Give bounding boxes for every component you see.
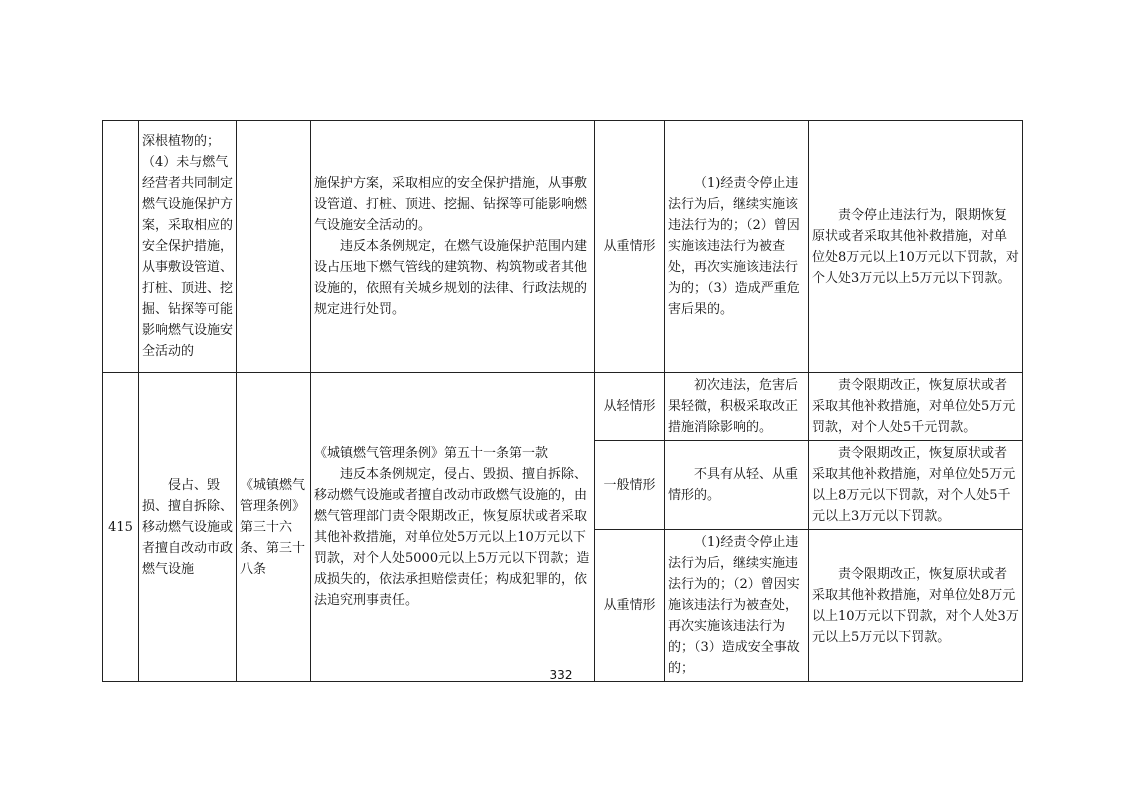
penalty-text: 责令停止违法行为，限期恢复原状或者采取其他补救措施，对单位处8万元以上10万元以下罚款，对个人处3万元以上5万元以下罚款。 — [812, 207, 1019, 286]
law-paragraph: 《城镇燃气管理条例》第五十一条第一款 — [314, 446, 549, 461]
condition-cell — [665, 121, 809, 373]
behavior-text: 侵占、毁损、擅自拆除、移动燃气设施或者擅自改动市政燃气设施 — [142, 477, 234, 577]
condition-text: （1)经责令停止违法行为后，继续实施该违法行为的；（2）曾因实施该违法行为被查处，再次实施该违法行为的；（3）造成严重危害后果的。 — [668, 176, 800, 317]
penalty-cell — [809, 121, 1023, 373]
severity-cell: 从重情形 — [595, 530, 665, 682]
number-cell: 415 — [103, 373, 139, 682]
law-cell — [311, 373, 595, 682]
basis-cell: 《城镇燃气管理条例》第三十六条、第三十八条 — [237, 373, 311, 682]
penalty-cell — [809, 530, 1023, 682]
behavior-cell — [139, 373, 237, 682]
penalty-cell — [809, 373, 1023, 441]
penalty-text: 责令限期改正，恢复原状或者采取其他补救措施，对单位处5万元以上8万元以下罚款，对个人处5千元以上3万元以下罚款。 — [812, 446, 1016, 524]
law-cell — [311, 121, 595, 373]
penalty-table — [102, 120, 1023, 682]
condition-cell — [665, 373, 809, 441]
table-row — [103, 373, 1023, 441]
basis-cell — [237, 121, 311, 373]
law-paragraph: 施保护方案，采取相应的安全保护措施，从事敷设管道、打桩、顶进、挖掘、钻探等可能影响燃气设施安全活动的。 — [314, 176, 588, 233]
law-paragraph: 违反本条例规定，侵占、毁损、擅自拆除、移动燃气设施或者擅自改动市政燃气设施的，由燃气管理部门责令限期改正，恢复原状或者采取其他补救措施，对单位处5万元以上10万元以下罚款，对个人处5000元以上5万元以下罚款；造成损失的，依法承担赔偿责任；构成犯罪的，依法追究刑事责任。 — [314, 467, 590, 608]
condition-text: 初次违法，危害后果轻微，积极采取改正措施消除影响的。 — [668, 378, 799, 435]
law-paragraph: 违反本条例规定，在燃气设施保护范围内建设占压地下燃气管线的建筑物、构筑物或者其他设施的，依照有关城乡规划的法律、行政法规的规定进行处罚。 — [314, 239, 588, 317]
behavior-cell: 深根植物的； （4）未与燃气经营者共同制定燃气设施保护方案，采取相应的安全保护措施，从事敷设管道、打桩、顶进、挖掘、钻探等可能影响燃气设施安全活动的 — [139, 121, 237, 373]
penalty-text: 责令限期改正，恢复原状或者采取其他补救措施，对单位处8万元以上10万元以下罚款，对个人处3万元以上5万元以下罚款。 — [812, 566, 1019, 645]
penalty-text: 责令限期改正，恢复原状或者采取其他补救措施，对单位处5万元罚款，对个人处5千元罚款。 — [812, 378, 1016, 435]
condition-cell — [665, 441, 809, 530]
condition-text: 不具有从轻、从重情形的。 — [668, 467, 799, 503]
page-number: 332 — [549, 668, 573, 682]
penalty-cell — [809, 441, 1023, 530]
table-row — [103, 121, 1023, 373]
condition-cell — [665, 530, 809, 682]
severity-cell: 一般情形 — [595, 441, 665, 530]
severity-cell: 从重情形 — [595, 121, 665, 373]
condition-text: （1)经责令停止违法行为后，继续实施违法行为的；（2）曾因实施该违法行为被查处，再次实施该违法行为的；（3）造成安全事故的； — [668, 535, 800, 676]
number-cell — [103, 121, 139, 373]
severity-cell: 从轻情形 — [595, 373, 665, 441]
